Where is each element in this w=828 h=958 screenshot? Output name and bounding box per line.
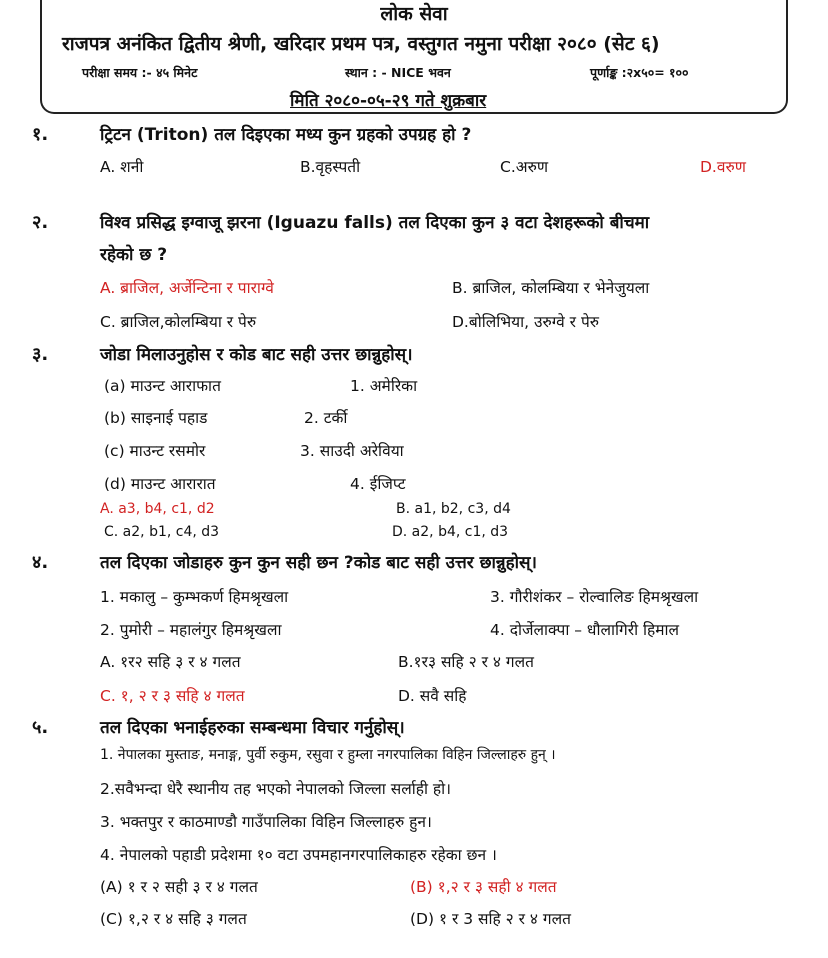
question-text-line1: विश्व प्रसिद्ध इग्वाजू झरना (Iguazu falls) तल दिएका कुन ३ वटा देशहरूको बीचमा — [100, 213, 650, 233]
question-text: ट्रिटन (Triton) तल दिइएका मध्य कुन ग्रहको उपग्रह हो ? — [100, 125, 472, 145]
match-right-2: 2. टर्की — [304, 409, 348, 427]
option-c[interactable]: C.अरुण — [500, 158, 549, 176]
pair-1: 1. मकालु – कुम्भकर्ण हिमश्रृखला — [100, 588, 289, 606]
option-d[interactable]: D. a2, b4, c1, d3 — [392, 524, 509, 540]
option-a[interactable]: A. शनी — [100, 158, 144, 176]
option-a[interactable]: A. १र२ सहि ३ र ४ गलत — [100, 653, 241, 671]
exam-venue: स्थान : - NICE भवन — [345, 65, 451, 80]
exam-title: राजपत्र अनंकित द्वितीय श्रेणी, खरिदार प्रथम पत्र, वस्तुगत नमुना परीक्षा २०८० (सेट ६) — [62, 33, 660, 55]
question-number: ४. — [32, 552, 49, 573]
option-a-correct[interactable]: A. ब्राजिल, अर्जेन्टिना र पाराग्वे — [100, 279, 274, 297]
question-text: तल दिएका जोडाहरु कुन कुन सही छन ?कोड बाट सही उत्तर छान्नुहोस्। — [100, 553, 537, 573]
option-b[interactable]: B.वृहस्पती — [300, 158, 361, 176]
option-d[interactable]: (D) १ र 3 सहि २ र ४ गलत — [410, 910, 571, 928]
option-b[interactable]: B. ब्राजिल, कोलम्बिया र भेनेजुयला — [452, 279, 650, 297]
option-a[interactable]: (A) १ र २ सही ३ र ४ गलत — [100, 878, 258, 896]
match-left-c: (c) माउन्ट रसमोर — [104, 442, 206, 460]
question-text: जोडा मिलाउनुहोस र कोड बाट सही उत्तर छान्नुहोस्। — [100, 345, 413, 365]
question-text: तल दिएका भनाईहरुका सम्बन्धमा विचार गर्नुहोस्। — [100, 718, 405, 738]
match-right-1: 1. अमेरिका — [350, 377, 418, 395]
option-d[interactable]: D. सवै सहि — [398, 687, 467, 705]
pair-4: 4. दोर्जेलाक्पा – धौलागिरी हिमाल — [490, 621, 680, 639]
question-number: ३. — [32, 344, 49, 365]
option-c[interactable]: C. a2, b1, c4, d3 — [104, 524, 220, 540]
statement-4: 4. नेपालको पहाडी प्रदेशमा १० वटा उपमहानगरपालिकाहरु रहेका छन । — [100, 846, 497, 864]
exam-date: मिति २०८०-०५-२९ गते शुक्रबार — [290, 91, 487, 111]
question-number: ५. — [32, 717, 49, 738]
option-b[interactable]: B. a1, b2, c3, d4 — [396, 501, 511, 517]
option-b[interactable]: B.१र३ सहि २ र ४ गलत — [398, 653, 534, 671]
option-d-correct[interactable]: D.वरुण — [700, 158, 746, 176]
statement-2: 2.सवैभन्दा धेरै स्थानीय तह भएको नेपालको जिल्ला सर्लाही हो। — [100, 780, 452, 798]
option-c[interactable]: (C) १,२ र ४ सहि ३ गलत — [100, 910, 247, 928]
exam-marks: पूर्णाङ्क :२x५०= १०० — [590, 65, 689, 80]
match-left-a: (a) माउन्ट आराफात — [104, 377, 221, 395]
option-b-correct[interactable]: (B) १,२ र ३ सही ४ गलत — [410, 878, 557, 896]
option-c-correct[interactable]: C. १, २ र ३ सहि ४ गलत — [100, 687, 245, 705]
option-c[interactable]: C. ब्राजिल,कोलम्बिया र पेरु — [100, 313, 257, 331]
statement-1: 1. नेपालका मुस्ताङ, मनाङ्ग, पुर्वी रुकुम, रसुवा र हुम्ला नगरपालिका विहिन जिल्लाहरु हुन् । — [100, 747, 556, 763]
pair-2: 2. पुमोरी – महालंगुर हिमश्रृखला — [100, 621, 282, 639]
pair-3: 3. गौरीशंकर – रोल्वालिङ हिमश्रृखला — [490, 588, 699, 606]
option-a-correct[interactable]: A. a3, b4, c1, d2 — [100, 501, 215, 517]
statement-3: 3. भक्तपुर र काठमाण्डौ गाउँपालिका विहिन जिल्लाहरु हुन। — [100, 813, 432, 831]
option-d[interactable]: D.बोलिभिया, उरुग्वे र पेरु — [452, 313, 600, 331]
match-left-b: (b) साइनाई पहाड — [104, 409, 208, 427]
match-left-d: (d) माउन्ट आरारात — [104, 475, 216, 493]
question-number: २. — [32, 212, 49, 233]
org-title: लोक सेवा — [380, 3, 448, 25]
question-number: १. — [32, 124, 49, 145]
match-right-4: 4. ईजिप्ट — [350, 475, 406, 493]
exam-time: परीक्षा समय :- ४५ मिनेट — [82, 65, 198, 80]
question-text-line2: रहेको छ ? — [100, 245, 168, 265]
match-right-3: 3. साउदी अरेविया — [300, 442, 404, 460]
